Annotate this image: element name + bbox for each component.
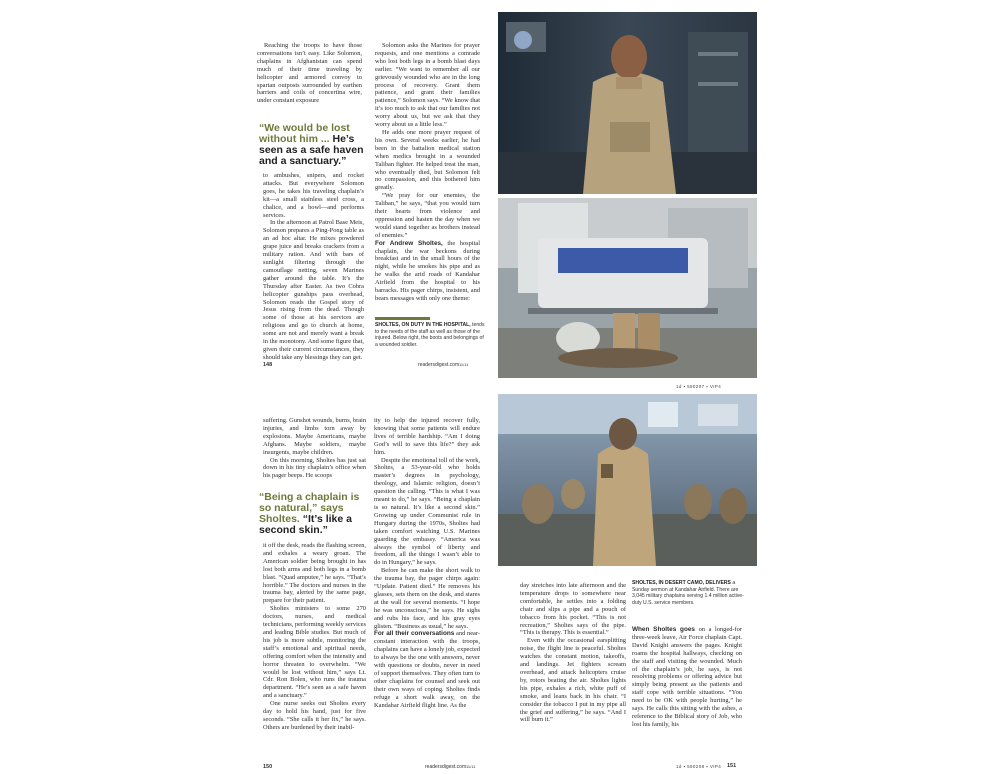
body-paragraph: it off the desk, reads the flashing screen, and exhales a weary groan. The American soldier being brought in has lost both arms and both legs in a bomb blast. “Quad amputee,” he says. “That’s horrible.” The doctors and nurses in the trauma bay, alerted by the same page, prepare for their patient. [263, 542, 366, 605]
body-paragraph: In the afternoon at Patrol Base Meis, Solomon prepares a Ping-Pong table as an ad hoc altar. He mixes powdered grape juice and breaks crackers from a military ration. And with bars of sunlight filtering through the camouflage netting, seven Marines gather around the table. It’s the Thursday after Easter. As two Cobra helicopter gunships pass overhead, Solomon reads the Gospel story of Jesus rising from the dead. Though some of those at his services are religious and go to church at home, some are not and merely want a break in the monotony. And some figure that, given their current circumstances, they should take any blessings they can get. [263, 219, 364, 361]
caption-title: SHOLTES, ON DUTY IN THE HOSPITAL, [375, 322, 471, 328]
page-151-column-2 [632, 626, 742, 729]
body-paragraph: suffering. Gunshot wounds, burns, brain injuries, and limbs torn away by explosions. Maybe Americans, maybe Afghans. Maybe soldiers, maybe insurgents, maybe children. [263, 417, 367, 456]
body-paragraph: Before he can make the short walk to the trauma bay, the pager chirps again: “Update. Patient died.” He removes his glasses, sets them on the desk, and stares at the wall for several moments. “I hope he was unconscious,” he says. He sighs and rubs his face, and his gray eyes glisten. “Business as usual,” he says. [374, 567, 480, 630]
pull-quote-dark: He’s seen as a safe haven and a sanctuary.” [259, 133, 364, 167]
page-148-column-1-cont [263, 172, 364, 362]
body-paragraph: day stretches into late afternoon and the temperature drops to somewhere near comfortable, he settles into a folding chair and slips a pipe and a pouch of tobacco from his pocket. “This is not recreation,” Sholtes says of the pipe. “This is therapy. This is essential.” [520, 582, 626, 637]
print-slug: 1d ▪ 590208 ▪ VIP4 [676, 764, 722, 769]
page-number: 151 [727, 763, 737, 769]
hospital-bed-photo [498, 198, 757, 378]
pull-quote [259, 492, 365, 536]
folio-site: readersdigest.com [418, 362, 460, 368]
body-paragraph: On this morning, Sholtes has just sat down in his tiny chaplain’s office when his pager beeps. He scoops [263, 456, 366, 480]
pull-quote-dark: “It’s like a second skin.” [259, 513, 352, 536]
body-paragraph: For all their conversations and near-constant interaction with the troops, chaplains can have a lonely job, expected to always be the one with answers, never with questions or doubts, never in need of support themselves. They often turn to other chaplains for counsel and seek out their own ways of coping. Sholtes finds refuge a short walk away, on the Kandahar Airfield flight line. As the [374, 630, 481, 709]
page-151-column-1 [520, 582, 626, 724]
body-paragraph: Even with the occasional earsplitting noise, the flight line is peaceful. Sholtes watches the constant motion, takeoffs, and landings. Jet fighters scream overhead, and attack helicopters cruise by, rotors beating the air. Sholtes lights his pipe, exhales a rich, white puff of smoke, and leans back in his chair. “I consider the tobacco I put in my pipe all the grief and suffering,” he says. “And I will burn it.” [520, 637, 626, 724]
page-number: 150 [263, 764, 273, 770]
page-151 [498, 394, 760, 772]
body-paragraph: “We pray for our enemies, the Taliban,” he says, “that you would turn their hearts from violence and oppression and hasten the day when we would stand together as brothers instead of enemies.” [375, 192, 480, 239]
page-number: 148 [263, 362, 273, 368]
photo-caption-151 [632, 580, 750, 606]
folio-date: 11/11 [466, 764, 476, 769]
page-148-column-2 [375, 42, 480, 303]
pull-quote [259, 123, 367, 167]
pull-quote-green: “We would be lost without him ... [259, 122, 350, 145]
body-paragraph: When Sholtes goes on a longed-for three-week leave, Air Force chaplain Capt. David Knight answers the pages. Knight roams the hospital hallways, checking on the staff and visiting the wounded. Much of the chaplain’s job, he says, is not resolving problems or offering advice but simply being present as the patients and staff cope with terrible situations. “You need to be OK with people hurting,” he says. He calls this sitting with the ashes, a reference to the Biblical story of Job, who lost his family, his [632, 626, 742, 728]
sermon-image [498, 394, 757, 566]
page-150 [255, 412, 495, 772]
body-paragraph: One nurse seeks out Sholtes every day to hold his hand, just for five seconds. “She calls it her fix,” he says. Others are burdened by their inabil- [263, 700, 366, 731]
section-lead-in: For all their conversations [374, 630, 455, 638]
pull-quote-green: “Being a chaplain is so natural,” says Sholtes. [259, 491, 360, 525]
page-150-column-2 [374, 417, 480, 710]
page-148 [255, 10, 490, 370]
section-lead-in: For Andrew Sholtes, [375, 239, 443, 247]
page-149 [498, 12, 760, 392]
page-150-column-1-cont [263, 542, 366, 732]
section-lead-in: When Sholtes goes [632, 626, 695, 633]
caption-rule [375, 317, 430, 320]
print-slug: 1d ▪ 590207 ▪ VIP4 [676, 384, 722, 389]
body-paragraph: He adds one more prayer request of his own. Several weeks earlier, he had been in the battalion medical station when medics brought in a wounded Taliban fighter. He helped treat the man, who eventually died, but Solomon felt no compassion, and this bothered him greatly. [375, 128, 480, 192]
folio-site: readersdigest.com [425, 764, 467, 770]
photo-caption-149 [375, 322, 485, 348]
caption-body: a Sunday sermon at Kandahar Airfield. There are 3,045 military chaplains serving 1.4 million active-duty U.S. service members. [632, 580, 744, 606]
folio-date: 11/11 [459, 362, 469, 367]
sermon-photo [498, 394, 757, 566]
chaplain-portrait-photo [498, 12, 757, 194]
body-paragraph: Sholtes ministers to some 270 doctors, nurses, and medical technicians, performing weekly services and leading Bible studies. But much of his job is more subtle, monitoring the staff’s emotional and spiritual needs, offering comfort when the intensity and horror threaten to overwhelm. “We would be lost without him,” says Lt. Cdr. Ron Bolen, who runs the trauma department. “He’s seen as a safe haven and a sanctuary.” [263, 605, 366, 700]
chaplain-portrait-image [498, 12, 757, 194]
page-150-column-1 [263, 417, 366, 480]
body-paragraph: Solomon asks the Marines for prayer requests, and one mentions a comrade who lost both legs in a bomb blast days earlier. “We want to remember all our grievously wounded who are in the long process of recovery. Grant them patience, and grant their families patience,” Solomon says. “We know that it’s too much to ask that our families not worry about us, but we ask that they worry about us a little less.” [375, 42, 480, 129]
body-paragraph: ity to help the injured recover fully, knowing that some patients will endure lives of terrible hardship. “Am I doing God’s will to save this life?” they ask him. [374, 417, 480, 456]
body-paragraph: Reaching the troops to have those conversations isn’t easy. Like Solomon, chaplains in Afghanistan can spend much of their time traveling by helicopter and armored convoy to spartan outposts surrounded by earthen barriers and coils of concertina wire, under constant exposure [257, 42, 362, 105]
body-paragraph: to ambushes, snipers, and rocket attacks. But everywhere Solomon goes, he takes his traveling chaplain’s kit—a small stainless steel cross, a chalice, and a bowl—and performs services. [263, 172, 364, 219]
hospital-bed-image [498, 198, 757, 378]
body-paragraph: Despite the emotional toll of the work, Sholtes, a 53-year-old who holds master’s degrees in psychology, theology, and Islamic religion, doesn’t question the calling. “This is what I was meant to do,” he says. “Being a chaplain is so natural. It’s like a second skin.” Growing up under Communist rule in Hungary during the 1970s, Sholtes had taken comfort watching U.S. Marines guarding the embassy. “America was always the symbol of liberty and freedom, all the things I wasn’t able to do in Hungary,” he says. [374, 456, 480, 567]
caption-body: tends to the needs of the staff as well as those of the injured. Below right, the boots and belongings of a wounded soldier. [375, 322, 485, 348]
page-148-column-1 [257, 42, 362, 105]
caption-title: SHOLTES, IN DESERT CAMO, DELIVERS [632, 580, 731, 586]
body-paragraph: For Andrew Sholtes, the hospital chaplain, the war beckons during breakfast and in the small hours of the night, while he smokes his pipe and as he walks the arid roads of Kandahar Airfield from the hospital to his barracks. His pager chirps, insistent, and bears messages with only one theme: [375, 239, 480, 302]
